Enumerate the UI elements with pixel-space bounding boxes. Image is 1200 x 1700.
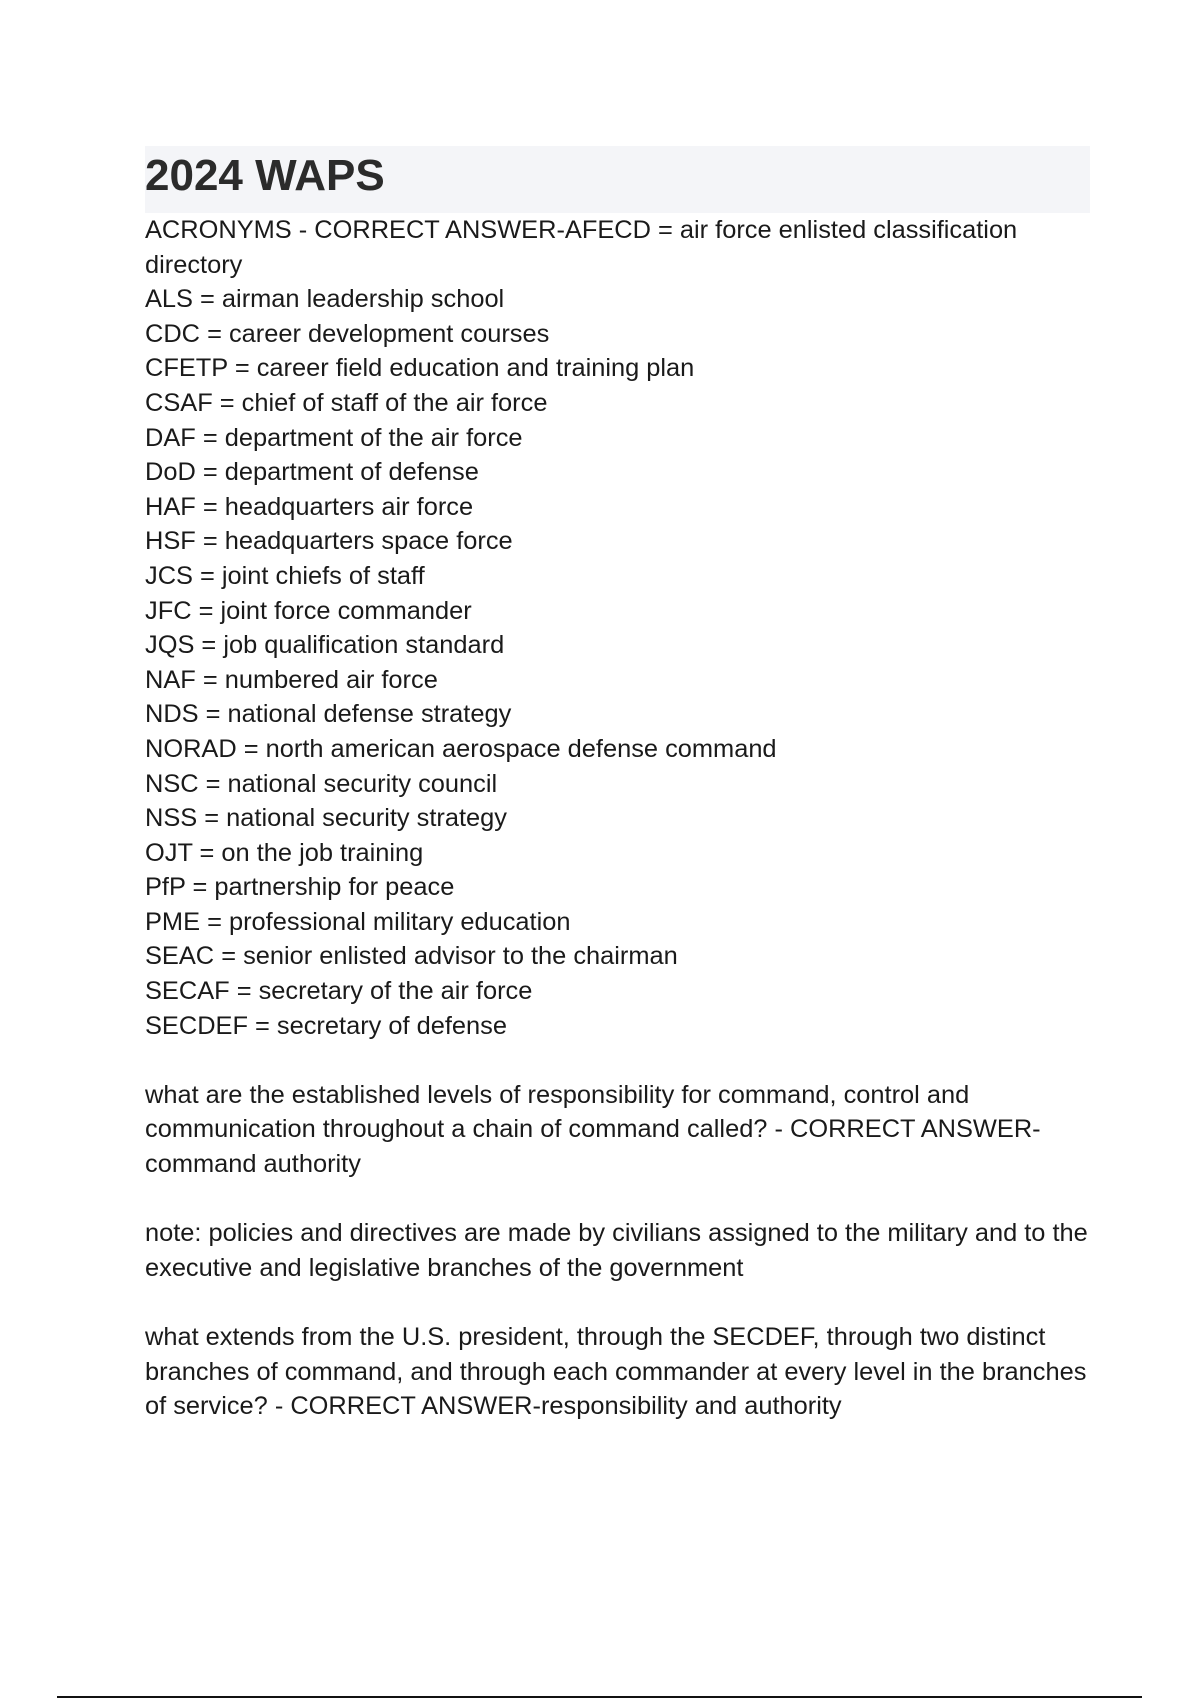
list-item: NSS = national security strategy [145, 804, 507, 833]
footer-divider [57, 1696, 1142, 1698]
list-item: CFETP = career field education and training plan [145, 354, 695, 383]
list-item: ALS = airman leadership school [145, 285, 505, 314]
list-item: NDS = national defense strategy [145, 700, 512, 729]
paragraph-spacer [145, 1043, 1090, 1078]
document-title: 2024 WAPS [145, 151, 385, 200]
list-item: SECDEF = secretary of defense [145, 1011, 507, 1040]
list-item: DAF = department of the air force [145, 423, 523, 452]
list-item: NAF = numbered air force [145, 665, 438, 694]
list-item: SECAF = secretary of the air force [145, 977, 533, 1006]
list-item: HAF = headquarters air force [145, 492, 474, 521]
list-item: NORAD = north american aerospace defense command [145, 734, 777, 763]
list-item: PME = professional military education [145, 907, 571, 936]
paragraph-spacer [145, 1182, 1090, 1217]
note-paragraph: note: policies and directives are made by civilians assigned to the military and to the executive and legislative branches of the government [145, 1219, 1088, 1282]
list-item: PfP = partnership for peace [145, 873, 455, 902]
list-item: CSAF = chief of staff of the air force [145, 388, 548, 417]
paragraph-spacer [145, 1285, 1090, 1320]
question-paragraph: what are the established levels of responsibility for command, control and communication throughout a chain of command called? - CORRECT ANSWER-command authority [145, 1080, 1041, 1179]
intro-line: ACRONYMS - CORRECT ANSWER-AFECD = air force enlisted classification directory [145, 216, 1018, 279]
document-page [145, 146, 1090, 1424]
list-item: JFC = joint force commander [145, 596, 472, 625]
list-item: OJT = on the job training [145, 838, 424, 867]
list-item: SEAC = senior enlisted advisor to the chairman [145, 942, 678, 971]
list-item: DoD = department of defense [145, 458, 479, 487]
list-item: HSF = headquarters space force [145, 527, 513, 556]
question-paragraph: what extends from the U.S. president, through the SECDEF, through two distinct branches of command, and through each commander at every level in the branches of service? - CORRECT ANSWER-responsibility and authority [145, 1323, 1087, 1421]
list-item: JQS = job qualification standard [145, 631, 505, 660]
title-bar [145, 146, 1090, 213]
list-item: JCS = joint chiefs of staff [145, 561, 425, 590]
list-item: CDC = career development courses [145, 319, 550, 348]
list-item: NSC = national security council [145, 769, 498, 798]
acronym-list [145, 213, 1090, 1043]
